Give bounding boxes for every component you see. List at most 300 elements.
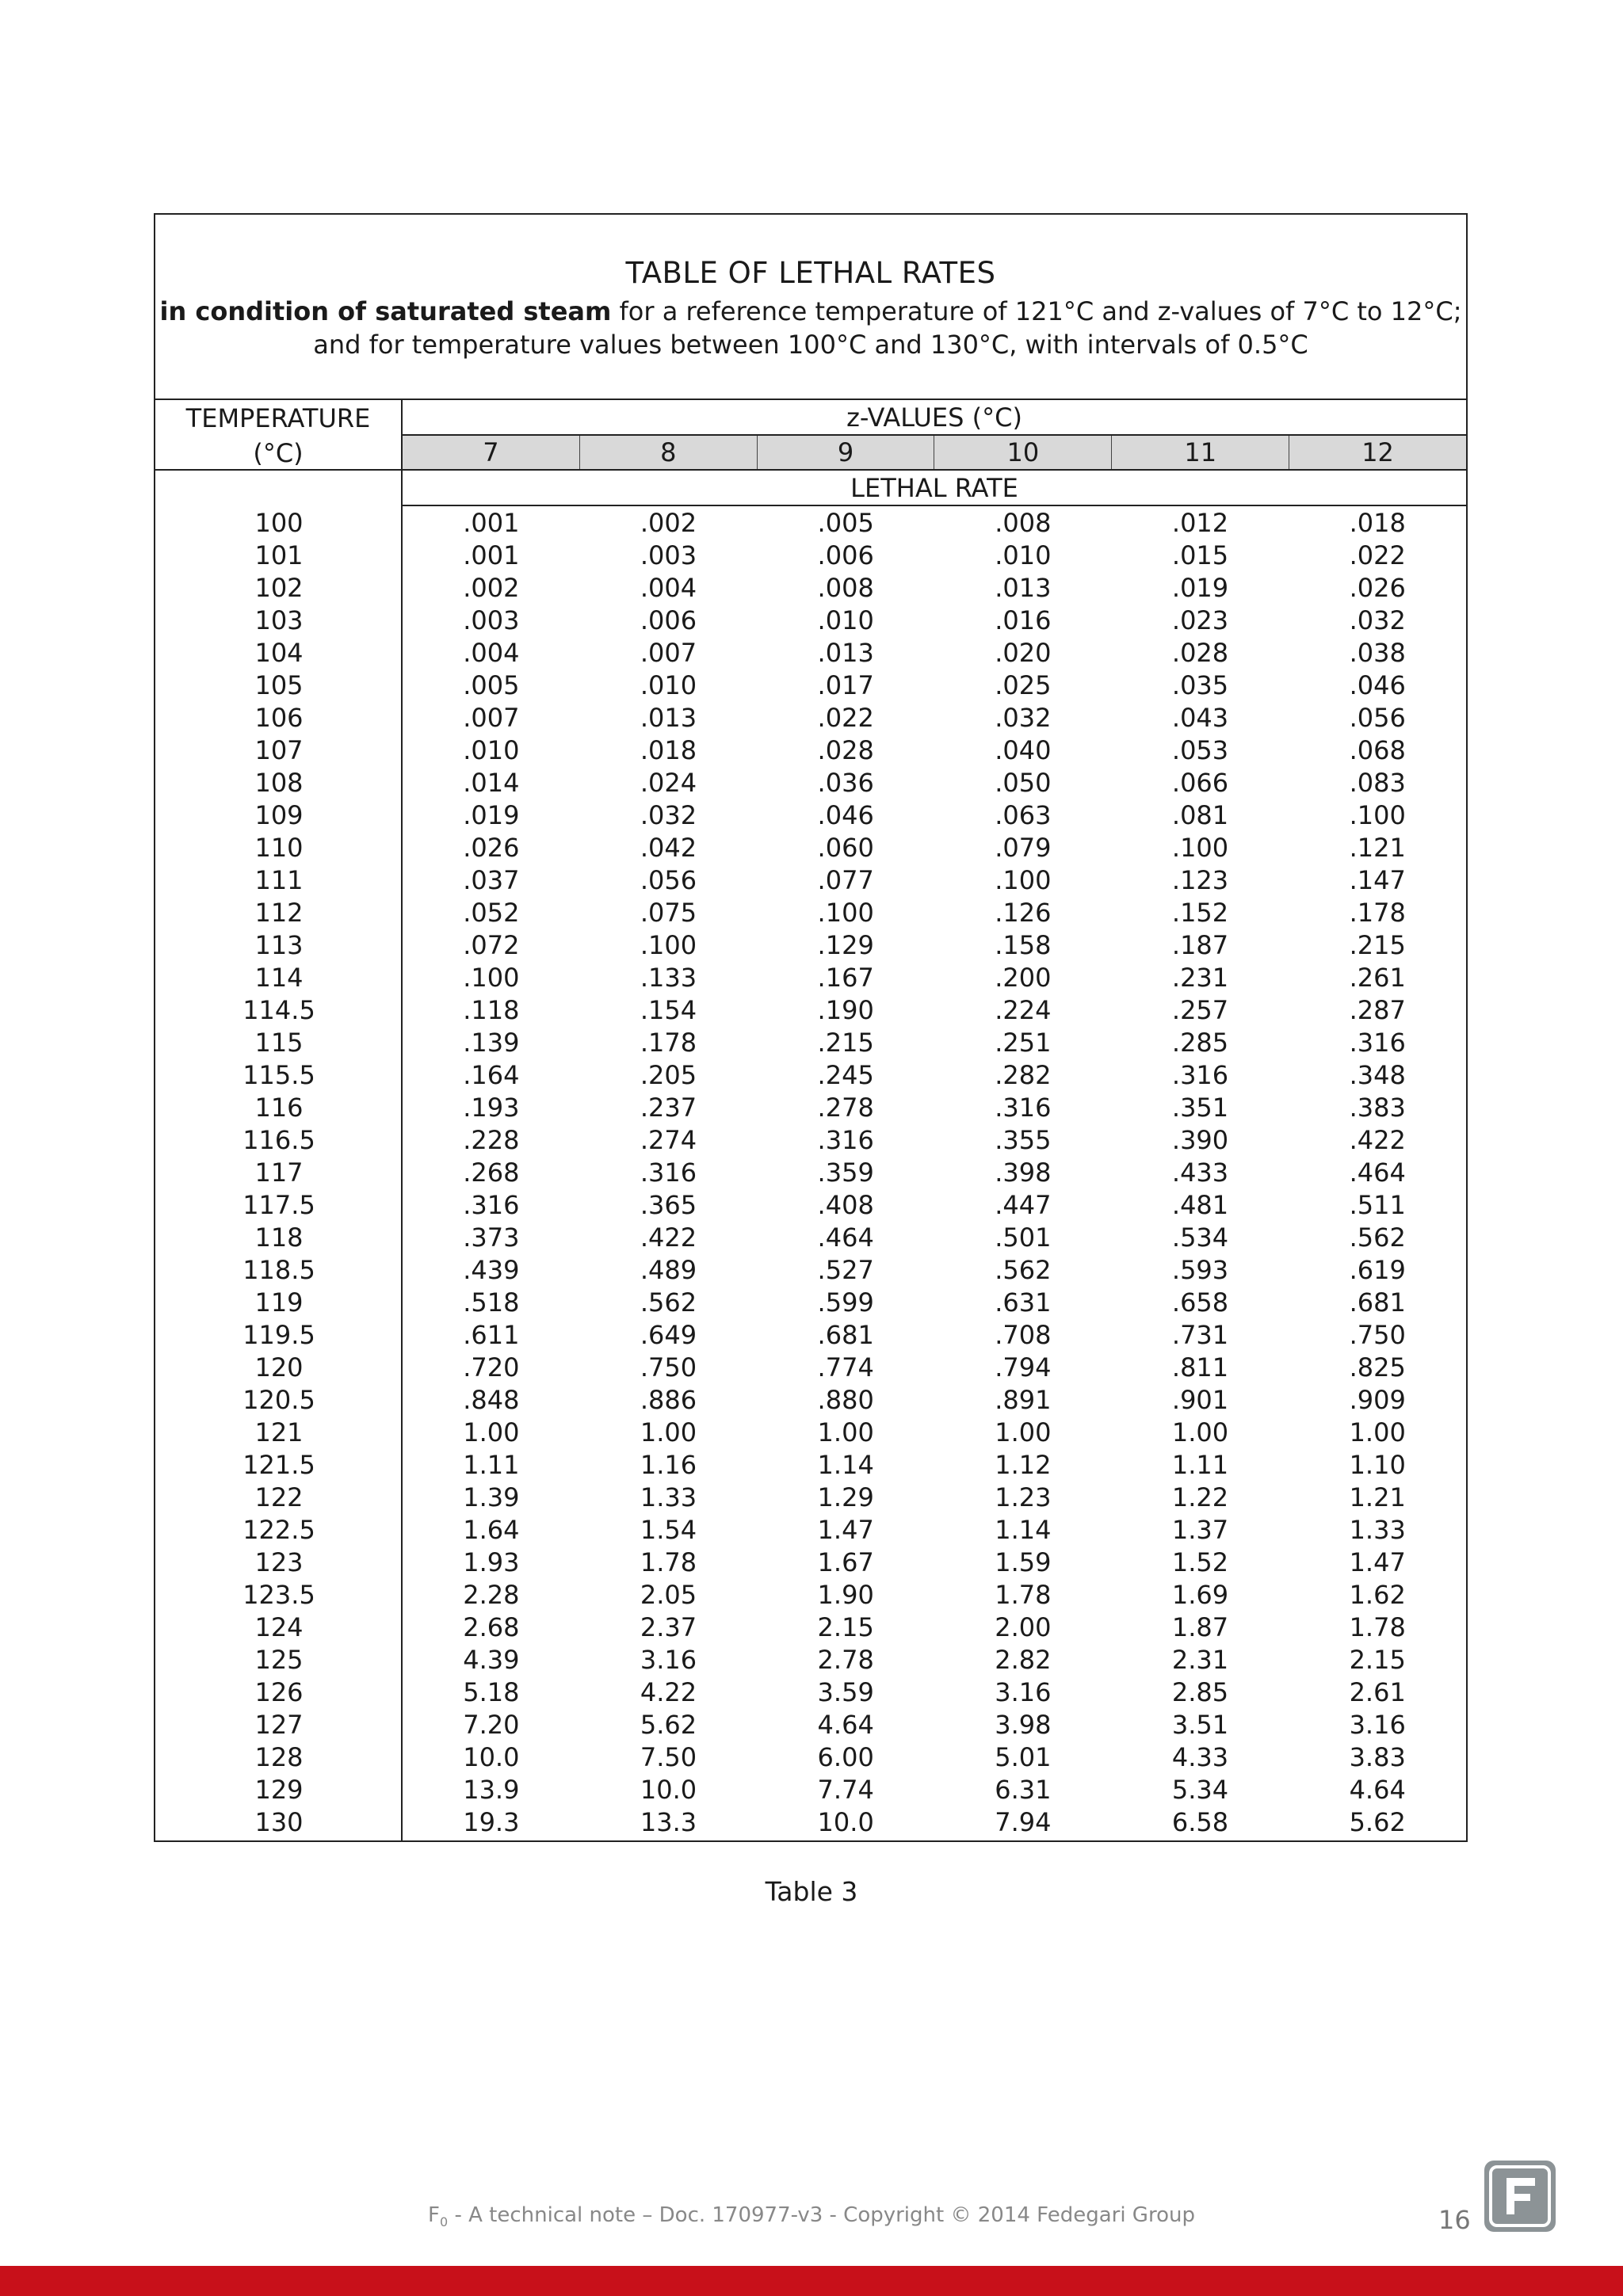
lethal-rate-values <box>403 929 1466 962</box>
lethal-rate-values <box>403 1482 1466 1514</box>
temperature-cell: 112 <box>254 898 304 928</box>
lethal-rate-cell: .447 <box>995 1190 1052 1220</box>
lethal-rate-cell: .046 <box>817 800 874 830</box>
lethal-rate-values <box>403 897 1466 929</box>
lethal-rate-cell: .562 <box>1349 1222 1406 1253</box>
lethal-rate-cell: .439 <box>463 1255 520 1285</box>
table-row <box>155 897 1466 929</box>
lethal-rate-cell: .408 <box>817 1190 874 1220</box>
temperature-header-label: TEMPERATURE <box>185 403 371 433</box>
lethal-rate-cell: .464 <box>817 1222 874 1253</box>
table-row <box>155 1741 1466 1774</box>
lethal-rate-cell: .464 <box>1349 1158 1406 1188</box>
temperature-cell: 118 <box>254 1222 304 1253</box>
lethal-rate-cell: .100 <box>463 963 520 993</box>
z-value-column-header: 10 <box>934 436 1111 469</box>
lethal-rate-cell: .014 <box>463 768 520 798</box>
table-row <box>155 1611 1466 1644</box>
temperature-cell: 126 <box>254 1677 304 1707</box>
lethal-rate-cell: 5.62 <box>1349 1807 1406 1837</box>
lethal-rate-cell: 1.59 <box>995 1547 1052 1577</box>
lethal-rate-cell: 1.00 <box>640 1417 697 1447</box>
temperature-cell: 114 <box>254 963 304 993</box>
lethal-rate-cell: .365 <box>640 1190 697 1220</box>
lethal-rate-cell: .720 <box>463 1352 520 1383</box>
lethal-rate-cell: .351 <box>1171 1093 1229 1123</box>
lethal-rate-cell: .708 <box>995 1320 1052 1350</box>
lethal-rate-cell: .020 <box>995 638 1052 668</box>
temperature-cell: 122.5 <box>242 1515 315 1545</box>
lethal-rate-cell: 5.34 <box>1171 1775 1229 1805</box>
lethal-rate-cell: 3.16 <box>1349 1710 1406 1740</box>
lethal-rate-values <box>403 1189 1466 1222</box>
lethal-rate-cell: .126 <box>995 898 1052 928</box>
lethal-rate-values <box>403 1514 1466 1547</box>
z-value-column-header: 9 <box>757 436 934 469</box>
table-row <box>155 1514 1466 1547</box>
lethal-rate-cell: .261 <box>1349 963 1406 993</box>
lethal-rate-cell: 2.00 <box>995 1612 1052 1642</box>
table-row <box>155 1547 1466 1579</box>
lethal-rate-values <box>403 1579 1466 1611</box>
temperature-cell: 113 <box>254 930 304 960</box>
table-row <box>155 799 1466 832</box>
lethal-rate-values <box>403 962 1466 994</box>
table-row <box>155 1709 1466 1741</box>
lethal-rate-values <box>403 1774 1466 1806</box>
temperature-cell: 115 <box>254 1028 304 1058</box>
lethal-rate-values <box>403 1547 1466 1579</box>
lethal-rate-values <box>403 1449 1466 1482</box>
table-row <box>155 1352 1466 1384</box>
page-number: 16 <box>1438 2205 1471 2235</box>
lethal-rate-values <box>403 1384 1466 1417</box>
lethal-rate-cell: .164 <box>463 1060 520 1090</box>
temperature-cell: 120.5 <box>242 1385 315 1415</box>
footer-note-subscript: 0 <box>440 2214 449 2230</box>
lethal-rate-cell: .390 <box>1171 1125 1229 1155</box>
table-row <box>155 1384 1466 1417</box>
lethal-rate-cell: 4.64 <box>817 1710 874 1740</box>
temperature-cell: 127 <box>254 1710 304 1740</box>
lethal-rate-cell: .022 <box>817 703 874 733</box>
table-row <box>155 962 1466 994</box>
lethal-rate-values <box>403 1352 1466 1384</box>
lethal-rate-cell: .017 <box>817 670 874 700</box>
lethal-rate-values <box>403 669 1466 702</box>
lethal-rate-cell: .147 <box>1349 865 1406 895</box>
table-row <box>155 702 1466 734</box>
lethal-rate-cell: .268 <box>463 1158 520 1188</box>
table-row <box>155 669 1466 702</box>
lethal-rate-cell: 1.64 <box>463 1515 520 1545</box>
table-row <box>155 734 1466 767</box>
lethal-rate-cell: .891 <box>995 1385 1052 1415</box>
lethal-rate-values <box>403 1806 1466 1839</box>
lethal-rate-cell: .040 <box>995 735 1052 765</box>
lethal-rate-cell: .003 <box>640 540 697 570</box>
lethal-rate-cell: 3.16 <box>995 1677 1052 1707</box>
lethal-rate-cell: .178 <box>1349 898 1406 928</box>
z-value-column-header: 11 <box>1111 436 1289 469</box>
lethal-rate-cell: .079 <box>995 833 1052 863</box>
lethal-rate-cell: .231 <box>1171 963 1229 993</box>
temperature-cell: 123.5 <box>242 1580 315 1610</box>
lethal-rate-cell: .383 <box>1349 1093 1406 1123</box>
table-caption: Table 3 <box>765 1876 858 1907</box>
lethal-rate-cell: 1.33 <box>1349 1515 1406 1545</box>
lethal-rate-cell: .562 <box>995 1255 1052 1285</box>
temperature-cell: 120 <box>254 1352 304 1383</box>
temperature-cell: 121.5 <box>242 1450 315 1480</box>
lethal-rate-cell: .118 <box>463 995 520 1025</box>
lethal-rate-cell: 1.69 <box>1171 1580 1229 1610</box>
lethal-rate-cell: .028 <box>817 735 874 765</box>
lethal-rate-header: LETHAL RATE <box>403 471 1466 506</box>
lethal-rate-values <box>403 1319 1466 1352</box>
temperature-cell: 102 <box>254 573 304 603</box>
lethal-rate-cell: 2.37 <box>640 1612 697 1642</box>
lethal-rate-cell: .037 <box>463 865 520 895</box>
lethal-rate-values <box>403 1124 1466 1157</box>
lethal-rate-cell: 1.37 <box>1171 1515 1229 1545</box>
lethal-rate-cell: .649 <box>640 1320 697 1350</box>
temperature-cell: 116 <box>254 1093 304 1123</box>
lethal-rate-cell: .154 <box>640 995 697 1025</box>
lethal-rate-cell: .886 <box>640 1385 697 1415</box>
temperature-header-unit: (°C) <box>253 438 304 468</box>
lethal-rate-cell: .901 <box>1171 1385 1229 1415</box>
lethal-rate-cell: .005 <box>817 508 874 538</box>
lethal-rate-cell: .072 <box>463 930 520 960</box>
lethal-rate-values <box>403 767 1466 799</box>
lethal-rate-cell: .398 <box>995 1158 1052 1188</box>
z-value-column-header: 8 <box>579 436 757 469</box>
lethal-rate-cell: .005 <box>463 670 520 700</box>
lethal-rate-cell: .042 <box>640 833 697 863</box>
lethal-rate-cell: .731 <box>1171 1320 1229 1350</box>
lethal-rate-cell: 4.33 <box>1171 1742 1229 1772</box>
lethal-rates-table <box>154 213 1468 1842</box>
lethal-rate-cell: .053 <box>1171 735 1229 765</box>
lethal-rate-values <box>403 799 1466 832</box>
lethal-rate-cell: .001 <box>463 540 520 570</box>
lethal-rate-cell: 10.0 <box>463 1742 520 1772</box>
lethal-rate-cell: .274 <box>640 1125 697 1155</box>
lethal-rate-cell: .050 <box>995 768 1052 798</box>
lethal-rate-values <box>403 540 1466 572</box>
lethal-rate-cell: 19.3 <box>463 1807 520 1837</box>
table-row <box>155 1417 1466 1449</box>
lethal-rate-cell: 13.9 <box>463 1775 520 1805</box>
lethal-rate-cell: 3.16 <box>640 1645 697 1675</box>
temperature-cell: 119 <box>254 1287 304 1318</box>
temperature-cell: 108 <box>254 768 304 798</box>
fedegari-logo-icon <box>1483 2159 1557 2233</box>
temperature-header <box>155 400 401 471</box>
lethal-rate-values <box>403 832 1466 864</box>
lethal-rate-cell: .100 <box>1171 833 1229 863</box>
lethal-rate-cell: 1.93 <box>463 1547 520 1577</box>
lethal-rate-cell: .481 <box>1171 1190 1229 1220</box>
lethal-rate-cell: 1.39 <box>463 1482 520 1512</box>
lethal-rate-cell: .123 <box>1171 865 1229 895</box>
lethal-rate-cell: .038 <box>1349 638 1406 668</box>
lethal-rate-cell: .121 <box>1349 833 1406 863</box>
table-row <box>155 1319 1466 1352</box>
lethal-rate-cell: .562 <box>640 1287 697 1318</box>
lethal-rate-cell: .794 <box>995 1352 1052 1383</box>
table-row <box>155 1579 1466 1611</box>
lethal-rate-cell: .016 <box>995 605 1052 635</box>
table-title: TABLE OF LETHAL RATES <box>625 256 996 290</box>
z-value-column-header: 12 <box>1289 436 1466 469</box>
table-row <box>155 1222 1466 1254</box>
table-row <box>155 1092 1466 1124</box>
lethal-rate-cell: .019 <box>463 800 520 830</box>
lethal-rate-cell: .066 <box>1171 768 1229 798</box>
lethal-rate-values <box>403 1741 1466 1774</box>
lethal-rate-cell: .026 <box>1349 573 1406 603</box>
lethal-rate-values <box>403 702 1466 734</box>
lethal-rate-cell: .282 <box>995 1060 1052 1090</box>
lethal-rate-values <box>403 1611 1466 1644</box>
table-row <box>155 572 1466 605</box>
table-row <box>155 507 1466 540</box>
footer-note <box>0 2203 1623 2229</box>
table-row <box>155 1774 1466 1806</box>
lethal-rate-cell: .158 <box>995 930 1052 960</box>
lethal-rate-cell: 1.78 <box>995 1580 1052 1610</box>
lethal-rate-cell: 1.11 <box>1171 1450 1229 1480</box>
lethal-rate-values <box>403 1644 1466 1676</box>
table-row <box>155 1059 1466 1092</box>
lethal-rate-cell: .355 <box>995 1125 1052 1155</box>
table-row <box>155 1157 1466 1189</box>
lethal-rate-cell: .215 <box>817 1028 874 1058</box>
lethal-rate-cell: .348 <box>1349 1060 1406 1090</box>
lethal-rate-cell: .036 <box>817 768 874 798</box>
lethal-rate-values <box>403 572 1466 605</box>
lethal-rate-cell: .028 <box>1171 638 1229 668</box>
lethal-rate-cell: 1.11 <box>463 1450 520 1480</box>
lethal-rate-values <box>403 605 1466 637</box>
lethal-rate-cell: 5.18 <box>463 1677 520 1707</box>
lethal-rate-cell: 4.39 <box>463 1645 520 1675</box>
lethal-rate-cell: .178 <box>640 1028 697 1058</box>
temperature-cell: 104 <box>254 638 304 668</box>
temperature-cell: 117.5 <box>242 1190 315 1220</box>
lethal-rate-cell: 2.82 <box>995 1645 1052 1675</box>
lethal-rate-cell: .750 <box>640 1352 697 1383</box>
lethal-rate-cell: 13.3 <box>640 1807 697 1837</box>
lethal-rate-cell: 1.90 <box>817 1580 874 1610</box>
lethal-rate-cell: 1.00 <box>463 1417 520 1447</box>
lethal-rate-cell: 1.00 <box>1349 1417 1406 1447</box>
lethal-rate-cell: 2.85 <box>1171 1677 1229 1707</box>
table-row <box>155 1449 1466 1482</box>
lethal-rate-cell: .619 <box>1349 1255 1406 1285</box>
lethal-rate-cell: 1.47 <box>817 1515 874 1545</box>
lethal-rate-cell: 10.0 <box>640 1775 697 1805</box>
lethal-rate-cell: .811 <box>1171 1352 1229 1383</box>
lethal-rate-cell: 2.31 <box>1171 1645 1229 1675</box>
lethal-rate-cell: .631 <box>995 1287 1052 1318</box>
table-title-block <box>155 215 1466 400</box>
temperature-cell: 111 <box>254 865 304 895</box>
lethal-rate-cell: .245 <box>817 1060 874 1090</box>
lethal-rate-cell: .316 <box>1349 1028 1406 1058</box>
temperature-cell: 130 <box>254 1807 304 1837</box>
lethal-rate-cell: .190 <box>817 995 874 1025</box>
lethal-rate-values <box>403 637 1466 669</box>
lethal-rate-cell: .139 <box>463 1028 520 1058</box>
lethal-rate-cell: .681 <box>1349 1287 1406 1318</box>
lethal-rate-cell: .023 <box>1171 605 1229 635</box>
temperature-cell: 100 <box>254 508 304 538</box>
lethal-rate-values <box>403 734 1466 767</box>
lethal-rate-cell: .043 <box>1171 703 1229 733</box>
lethal-rate-cell: .100 <box>817 898 874 928</box>
lethal-rate-cell: .032 <box>640 800 697 830</box>
lethal-rate-cell: .774 <box>817 1352 874 1383</box>
table-row <box>155 1254 1466 1287</box>
lethal-rate-cell: .003 <box>463 605 520 635</box>
lethal-rate-cell: .316 <box>817 1125 874 1155</box>
footer-note-text: - A technical note – Doc. 170977-v3 - Copyright © 2014 Fedegari Group <box>448 2203 1195 2227</box>
temperature-cell: 119.5 <box>242 1320 315 1350</box>
lethal-rate-cell: 1.67 <box>817 1547 874 1577</box>
lethal-rate-values <box>403 1709 1466 1741</box>
lethal-rate-cell: .611 <box>463 1320 520 1350</box>
lethal-rate-cell: .316 <box>1171 1060 1229 1090</box>
lethal-rate-cell: .527 <box>817 1255 874 1285</box>
lethal-rate-cell: .068 <box>1349 735 1406 765</box>
lethal-rate-values <box>403 1676 1466 1709</box>
lethal-rate-cell: .129 <box>817 930 874 960</box>
lethal-rate-cell: 1.29 <box>817 1482 874 1512</box>
lethal-rate-cell: .152 <box>1171 898 1229 928</box>
lethal-rate-cell: .004 <box>640 573 697 603</box>
lethal-rate-cell: .100 <box>1349 800 1406 830</box>
lethal-rate-cell: 5.62 <box>640 1710 697 1740</box>
lethal-rate-cell: .025 <box>995 670 1052 700</box>
lethal-rate-cell: .501 <box>995 1222 1052 1253</box>
temperature-cell: 101 <box>254 540 304 570</box>
lethal-rate-cell: .750 <box>1349 1320 1406 1350</box>
lethal-rate-cell: .228 <box>463 1125 520 1155</box>
lethal-rate-cell: .022 <box>1349 540 1406 570</box>
lethal-rate-cell: .251 <box>995 1028 1052 1058</box>
lethal-rate-cell: .008 <box>817 573 874 603</box>
temperature-cell: 114.5 <box>242 995 315 1025</box>
lethal-rate-values <box>403 507 1466 540</box>
lethal-rate-cell: .848 <box>463 1385 520 1415</box>
lethal-rate-cell: 1.23 <box>995 1482 1052 1512</box>
temperature-cell: 106 <box>254 703 304 733</box>
lethal-rate-cell: .032 <box>1349 605 1406 635</box>
lethal-rate-cell: .100 <box>640 930 697 960</box>
lethal-rate-cell: .316 <box>640 1158 697 1188</box>
temperature-cell: 125 <box>254 1645 304 1675</box>
lethal-rate-cell: .026 <box>463 833 520 863</box>
lethal-rate-cell: .010 <box>640 670 697 700</box>
lethal-rate-cell: 4.22 <box>640 1677 697 1707</box>
lethal-rate-cell: .287 <box>1349 995 1406 1025</box>
lethal-rate-values <box>403 1092 1466 1124</box>
lethal-rate-cell: .433 <box>1171 1158 1229 1188</box>
table-row <box>155 929 1466 962</box>
footer-note-prefix: F <box>428 2203 440 2227</box>
lethal-rate-cell: .511 <box>1349 1190 1406 1220</box>
lethal-rate-cell: .081 <box>1171 800 1229 830</box>
temperature-cell: 118.5 <box>242 1255 315 1285</box>
temperature-cell: 103 <box>254 605 304 635</box>
subtitle-bold: in condition of saturated steam <box>159 296 612 326</box>
lethal-rate-cell: .518 <box>463 1287 520 1318</box>
lethal-rate-cell: .010 <box>817 605 874 635</box>
temperature-cell: 121 <box>254 1417 304 1447</box>
lethal-rate-cell: .002 <box>463 573 520 603</box>
lethal-rate-cell: 2.61 <box>1349 1677 1406 1707</box>
lethal-rate-cell: 1.78 <box>1349 1612 1406 1642</box>
temperature-cell: 105 <box>254 670 304 700</box>
lethal-rate-cell: .024 <box>640 768 697 798</box>
lethal-rate-cell: .316 <box>463 1190 520 1220</box>
table-row <box>155 994 1466 1027</box>
lethal-rate-cell: .060 <box>817 833 874 863</box>
lethal-rate-cell: 1.87 <box>1171 1612 1229 1642</box>
lethal-rate-cell: 3.83 <box>1349 1742 1406 1772</box>
lethal-rate-cell: .006 <box>817 540 874 570</box>
lethal-rate-cell: 2.68 <box>463 1612 520 1642</box>
lethal-rate-cell: .187 <box>1171 930 1229 960</box>
lethal-rate-values <box>403 864 1466 897</box>
temperature-cell: 117 <box>254 1158 304 1188</box>
lethal-rate-cell: 1.21 <box>1349 1482 1406 1512</box>
table-row <box>155 1806 1466 1839</box>
lethal-rate-cell: .534 <box>1171 1222 1229 1253</box>
temperature-cell: 110 <box>254 833 304 863</box>
lethal-rate-values <box>403 994 1466 1027</box>
lethal-rate-cell: .077 <box>817 865 874 895</box>
lethal-rate-cell: 10.0 <box>817 1807 874 1837</box>
lethal-rate-cell: .013 <box>995 573 1052 603</box>
temperature-cell: 109 <box>254 800 304 830</box>
lethal-rate-values <box>403 1059 1466 1092</box>
lethal-rate-cell: .316 <box>995 1093 1052 1123</box>
z-values-columns <box>403 436 1466 471</box>
lethal-rate-cell: .012 <box>1171 508 1229 538</box>
lethal-rate-cell: 1.78 <box>640 1547 697 1577</box>
table-row <box>155 864 1466 897</box>
lethal-rate-cell: 1.47 <box>1349 1547 1406 1577</box>
lethal-rate-cell: .006 <box>640 605 697 635</box>
lethal-rate-cell: .032 <box>995 703 1052 733</box>
table-row <box>155 637 1466 669</box>
lethal-rate-cell: 1.54 <box>640 1515 697 1545</box>
lethal-rate-cell: .015 <box>1171 540 1229 570</box>
lethal-rate-cell: .056 <box>1349 703 1406 733</box>
table-row <box>155 832 1466 864</box>
lethal-rate-cell: 2.15 <box>817 1612 874 1642</box>
lethal-rate-cell: .083 <box>1349 768 1406 798</box>
lethal-rate-cell: .019 <box>1171 573 1229 603</box>
lethal-rate-cell: 3.59 <box>817 1677 874 1707</box>
z-value-column-header: 7 <box>483 437 499 467</box>
lethal-rate-cell: .010 <box>463 735 520 765</box>
lethal-rate-cell: .010 <box>995 540 1052 570</box>
